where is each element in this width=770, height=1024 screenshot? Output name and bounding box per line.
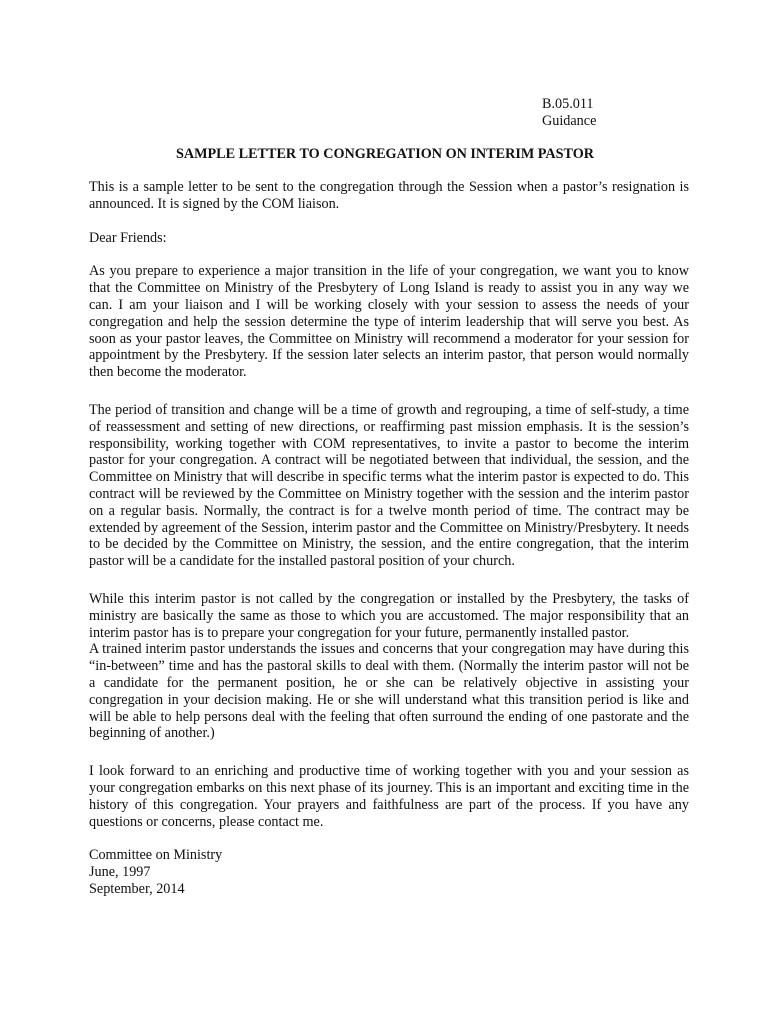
body-paragraph-2: The period of transition and change will be a time of growth and regrouping, a time of self-study, a time of reassessment and setting of new directions, or reaffirming past mission emphasis. It is the session’s responsibility, working together with COM representatives, to invite a pastor to become the interim pastor for your congregation. A contract will be negotiated between that individual, the session, and the Committee on Ministry that will describe in specific terms what the interim pastor is expected to do. This contract will be reviewed by the Committee on Ministry together with the session and the interim pastor on a regular basis. Normally, the contract is for a twelve month period of time. The contract may be extended by agreement of the Session, interim pastor and the Committee on Ministry/Presbytery. It needs to be decided by the Committee on Ministry, the session, and the entire congregation, that the interim pastor will be a candidate for the installed pastoral position of your church. (89, 401, 689, 570)
body-paragraph-5: I look forward to an enriching and productive time of working together with you and your session as your congregation embarks on this next phase of its journey. This is an important and exciting time in the history of this congregation. Your prayers and faithfulness are part of the process. If you have any questions or concerns, please contact me. (89, 763, 689, 830)
document-identifier (542, 96, 596, 130)
signature-date-revised: September, 2014 (89, 880, 185, 897)
body-paragraph-4: A trained interim pastor understands the issues and concerns that your congregation may have during this “in-between” time and has the pastoral skills to deal with them. (Normally the interim pastor will not be a candidate for the permanent position, he or she can be relatively objective in assisting your congregation in your decision making. He or she will understand what this transition period is like and will be able to help persons deal with the feeling that often surround the ending of one pastorate and the beginning of another.) (89, 641, 689, 742)
signature-org: Committee on Ministry (89, 847, 223, 864)
document-title: SAMPLE LETTER TO CONGREGATION ON INTERIM PASTOR (175, 146, 595, 162)
document-code: B.05.011 (542, 96, 594, 112)
intro-paragraph: This is a sample letter to be sent to the congregation through the Session when a pastor’s resignation is announced. It is signed by the COM liaison. (89, 179, 689, 212)
body-paragraph-1: As you prepare to experience a major transition in the life of your congregation, we want you to know that the Committee on Ministry of the Presbytery of Long Island is ready to assist you in any way we can. I am your liaison and I will be working closely with your session to assess the needs of your congregation and help the session determine the type of interim leadership that will serve you best. As soon as your pastor leaves, the Committee on Ministry will recommend a moderator for your session for appointment by the Presbytery. If the session later selects an interim pastor, that person would normally then become the moderator. (89, 263, 689, 381)
salutation: Dear Friends: (89, 229, 167, 246)
signature-date-original: June, 1997 (89, 864, 151, 881)
document-body (89, 179, 689, 898)
document-type: Guidance (542, 113, 597, 129)
body-paragraph-3: While this interim pastor is not called by the congregation or installed by the Presbytery, the tasks of ministry are basically the same as those to which you are accustomed. The major responsibility that an interim pastor has is to prepare your congregation for your future, permanently installed pastor. (89, 590, 689, 641)
signature-block (89, 847, 689, 897)
